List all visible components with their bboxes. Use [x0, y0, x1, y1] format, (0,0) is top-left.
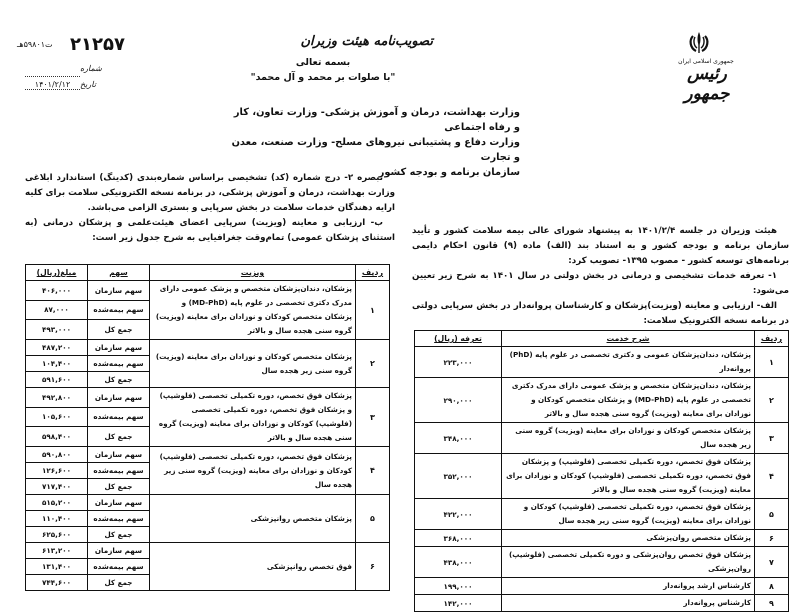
- visit-description: فوق تخصص روانپزشکی: [150, 543, 356, 591]
- tariff-row: [415, 499, 789, 530]
- addressee-line: وزارت دفاع و پشتیبانی نیروهای مسلح- وزارت صنعت، معدن و تجارت: [231, 137, 520, 163]
- tariff-row: [415, 530, 789, 547]
- amount-value: ۶۲۵,۶۰۰: [26, 527, 88, 543]
- share-label: سهم بیمه‌شده: [88, 463, 150, 479]
- amount-value: ۴۸۷,۲۰۰: [26, 340, 88, 356]
- share-label: سهم بیمه‌شده: [88, 407, 150, 427]
- amount-value: ۸۷,۰۰۰: [26, 300, 88, 320]
- amount-value: ۱۰۴,۴۰۰: [26, 356, 88, 372]
- row-number: ۳: [356, 388, 390, 447]
- tariff-row: [415, 347, 789, 378]
- row-number: ۱: [356, 281, 390, 340]
- addressees: [230, 105, 520, 180]
- visit-description: پزشکان فوق تخصص، دوره تکمیلی تخصصی (فلوشیپ) و پزشکان فوق تخصص، دوره تکمیلی تخصصی (فلوشیپ) کودکان و نوزادان برای معاینه (ویزیت) گروه سنی هجده سال و بالاتر: [150, 388, 356, 447]
- share-label: سهم سازمان: [88, 281, 150, 301]
- col-header-description: شرح خدمت: [502, 331, 755, 347]
- clause-1: ۱- تعرفه خدمات تشخیصی و درمانی در بخش دولتی در سال ۱۴۰۱ به شرح زیر تعیین می‌شود:: [412, 271, 789, 296]
- share-label: جمع کل: [88, 527, 150, 543]
- row-number: ۴: [356, 447, 390, 495]
- visit-fee-row: [26, 447, 390, 463]
- service-description: پزشکان فوق تخصص، دوره تکمیلی تخصصی (فلوشیپ) و پزشکان فوق تخصص، دوره تکمیلی تخصصی (فلوشیپ) کودکان و نوزادان برای معاینه (ویزیت) گروه سنی هجده سال و بالاتر: [502, 454, 755, 499]
- visit-description: پزشکان، دندان‌پزشکان متخصص و پزشک عمومی دارای مدرک دکتری تخصصی در علوم پایه (MD-PhD) و پزشکان متخصص کودکان و نوزادان برای معاینه (ویزیت) گروه سنی هجده سال و بالاتر: [150, 281, 356, 340]
- share-label: سهم بیمه‌شده: [88, 300, 150, 320]
- col-header-tariff: تعرفه (ریال): [415, 331, 502, 347]
- share-label: سهم بیمه‌شده: [88, 559, 150, 575]
- share-label: سهم بیمه‌شده: [88, 511, 150, 527]
- service-description: کارشناس پروانه‌دار: [502, 595, 755, 612]
- row-number: ۶: [755, 530, 789, 547]
- number-label: شماره: [80, 64, 102, 73]
- service-description: پزشکان متخصص روان‌پزشکی: [502, 530, 755, 547]
- row-number: ۹: [755, 595, 789, 612]
- tariff-value: ۱۹۹,۰۰۰: [415, 578, 502, 595]
- col-header-visit: ویزیت: [150, 265, 356, 281]
- share-label: جمع کل: [88, 320, 150, 340]
- row-number: ۸: [755, 578, 789, 595]
- share-label: جمع کل: [88, 372, 150, 388]
- tariff-value: ۳۴۸,۰۰۰: [415, 423, 502, 454]
- tariff-value: ۱۴۲,۰۰۰: [415, 595, 502, 612]
- service-description: پزشکان فوق تخصص، دوره تکمیلی تخصصی (فلوشیپ) کودکان و نوزادان برای معاینه (ویزیت) گروه سنی زیر هجده سال: [502, 499, 755, 530]
- share-label: سهم سازمان: [88, 388, 150, 408]
- amount-value: ۱۱۰,۴۰۰: [26, 511, 88, 527]
- row-number: ۳: [755, 423, 789, 454]
- tariff-row: [415, 595, 789, 612]
- visit-fee-row: [26, 340, 390, 356]
- tariff-row: [415, 547, 789, 578]
- amount-value: ۵۱۵,۲۰۰: [26, 495, 88, 511]
- salavat-line: "با صلوات بر محمد و آل محمد": [250, 72, 396, 83]
- service-description: پزشکان متخصص کودکان و نوزادان برای معاینه (ویزیت) گروه سنی زیر هجده سال: [502, 423, 755, 454]
- visit-description: پزشکان متخصص کودکان و نوزادان برای معاینه (ویزیت) گروه سنی زیر هجده سال: [150, 340, 356, 388]
- amount-value: ۷۴۴,۶۰۰: [26, 575, 88, 591]
- col-header-amount: مبلغ(ریال): [26, 265, 88, 281]
- date-label: تاریخ: [80, 80, 96, 89]
- tariff-row: [415, 454, 789, 499]
- service-description: پزشکان فوق تخصص روان‌پزشکی و دوره تکمیلی تخصصی (فلوشیپ) روان‌پزشکی: [502, 547, 755, 578]
- col-header-row: ردیف: [356, 265, 390, 281]
- row-number: ۷: [755, 547, 789, 578]
- row-number: ۵: [755, 499, 789, 530]
- visit-description: پزشکان فوق تخصص، دوره تکمیلی تخصصی (فلوشیپ) کودکان و نوزادان برای معاینه (ویزیت) گروه سنی زیر هجده سال: [150, 447, 356, 495]
- tariff-row: [415, 378, 789, 423]
- amount-value: ۶۱۳,۲۰۰: [26, 543, 88, 559]
- service-description: پزشکان، دندان‌پزشکان متخصص و پزشک عمومی دارای مدرک دکتری تخصصی در علوم پایه (MD-PhD) و پزشکان متخصص کودکان و نوزادان برای معاینه (ویزیت) گروه سنی هجده سال و بالاتر: [502, 378, 755, 423]
- tariff-value: ۳۵۲,۰۰۰: [415, 454, 502, 499]
- visit-fee-table: [25, 264, 390, 591]
- clause-alef: الف- ارزیابی و معاینه (ویزیت)پزشکان و کارشناسان پروانه‌دار در بخش سرپایی دولتی در برنامه نسخه الکترونیک سلامت:: [412, 301, 789, 326]
- document-number: ۲۱۲۵۷: [70, 34, 125, 55]
- amount-value: ۴۰۶,۰۰۰: [26, 281, 88, 301]
- president-title: رئیس جمهور: [684, 64, 730, 104]
- share-label: سهم سازمان: [88, 495, 150, 511]
- intro-paragraph: هیئت وزیران در جلسه ۱۴۰۱/۲/۴ به پیشنهاد شورای عالی بیمه سلامت کشور و تأیید سازمان برنامه و بودجه کشور و به استناد بند (الف) ماده (۹) قانون احکام دایمی برنامه‌های توسعه کشور - مصوب ۱۳۹۵- تصویب کرد:: [412, 226, 789, 266]
- amount-value: ۷۱۷,۴۰۰: [26, 479, 88, 495]
- visit-description: پزشکان متخصص روانپزشکی: [150, 495, 356, 543]
- amount-value: ۱۳۱,۴۰۰: [26, 559, 88, 575]
- share-label: سهم سازمان: [88, 340, 150, 356]
- country-name: جمهوری اسلامی ایران: [678, 58, 734, 65]
- addressee-line: وزارت بهداشت، درمان و آموزش پزشکی- وزارت تعاون، کار و رفاه اجتماعی: [233, 107, 520, 133]
- tariff-value: ۲۹۰,۰۰۰: [415, 378, 502, 423]
- note-2: تبصره ۲- درج شماره (کد) تشخیصی براساس شماره‌بندی (کدینگ) استاندارد ابلاغی وزارت بهداشت، درمان و آموزش پزشکی، در برنامه نسخه الکترونیکی سلامت برای کلیه ارایه دهندگان خدمات سلامت در بخش سرپایی و بستری الزامی می‌باشد.: [25, 173, 395, 213]
- clause-be: ب- ارزیابی و معاینه (ویزیت) سرپایی اعضای هیئت‌علمی و پزشکان درمانی (به استثنای پزشکان عمومی) تمام‌وقت جغرافیایی به شرح جدول زیر است:: [25, 218, 395, 243]
- visit-fee-row: [26, 281, 390, 301]
- amount-value: ۱۰۵,۶۰۰: [26, 407, 88, 427]
- tariff-table: [414, 330, 789, 612]
- row-number: ۴: [755, 454, 789, 499]
- row-number: ۲: [755, 378, 789, 423]
- share-label: سهم سازمان: [88, 543, 150, 559]
- amount-value: ۵۹۸,۴۰۰: [26, 427, 88, 447]
- tariff-value: ۴۳۸,۰۰۰: [415, 547, 502, 578]
- col-header-share: سهم: [88, 265, 150, 281]
- amount-value: ۴۹۲,۸۰۰: [26, 388, 88, 408]
- amount-value: ۵۹۰,۸۰۰: [26, 447, 88, 463]
- tariff-row: [415, 423, 789, 454]
- col-header-row: ردیف: [755, 331, 789, 347]
- row-number: ۶: [356, 543, 390, 591]
- amount-value: ۵۹۱,۶۰۰: [26, 372, 88, 388]
- service-description: کارشناس ارشد پروانه‌دار: [502, 578, 755, 595]
- share-label: جمع کل: [88, 575, 150, 591]
- document-title: تصویب‌نامه هیئت وزیران: [300, 34, 433, 49]
- tariff-value: ۴۲۲,۰۰۰: [415, 499, 502, 530]
- left-column-text: [25, 171, 395, 246]
- share-label: جمع کل: [88, 427, 150, 447]
- number-field: [25, 68, 80, 77]
- share-label: سهم بیمه‌شده: [88, 356, 150, 372]
- amount-value: ۱۲۶,۶۰۰: [26, 463, 88, 479]
- row-number: ۲: [356, 340, 390, 388]
- share-label: سهم سازمان: [88, 447, 150, 463]
- tariff-value: ۲۲۳,۰۰۰: [415, 347, 502, 378]
- reference-number: ت۵۹۸۰۱هـ: [17, 40, 53, 49]
- date-value: ۱۴۰۱/۲/۱۲: [25, 80, 80, 90]
- visit-fee-row: [26, 543, 390, 559]
- amount-value: ۴۹۳,۰۰۰: [26, 320, 88, 340]
- tariff-value: ۳۶۸,۰۰۰: [415, 530, 502, 547]
- row-number: ۵: [356, 495, 390, 543]
- addressee-line: سازمان برنامه و بودجه کشور: [378, 167, 520, 178]
- bismillah: بسمه تعالی: [295, 57, 351, 68]
- right-column-text: [412, 224, 789, 329]
- share-label: جمع کل: [88, 479, 150, 495]
- tariff-row: [415, 578, 789, 595]
- row-number: ۱: [755, 347, 789, 378]
- iran-emblem-icon: [684, 30, 714, 56]
- visit-fee-row: [26, 495, 390, 511]
- service-description: پزشکان، دندان‌پزشکان عمومی و دکتری تخصصی در علوم پایه (PhD) پروانه‌دار: [502, 347, 755, 378]
- visit-fee-row: [26, 388, 390, 408]
